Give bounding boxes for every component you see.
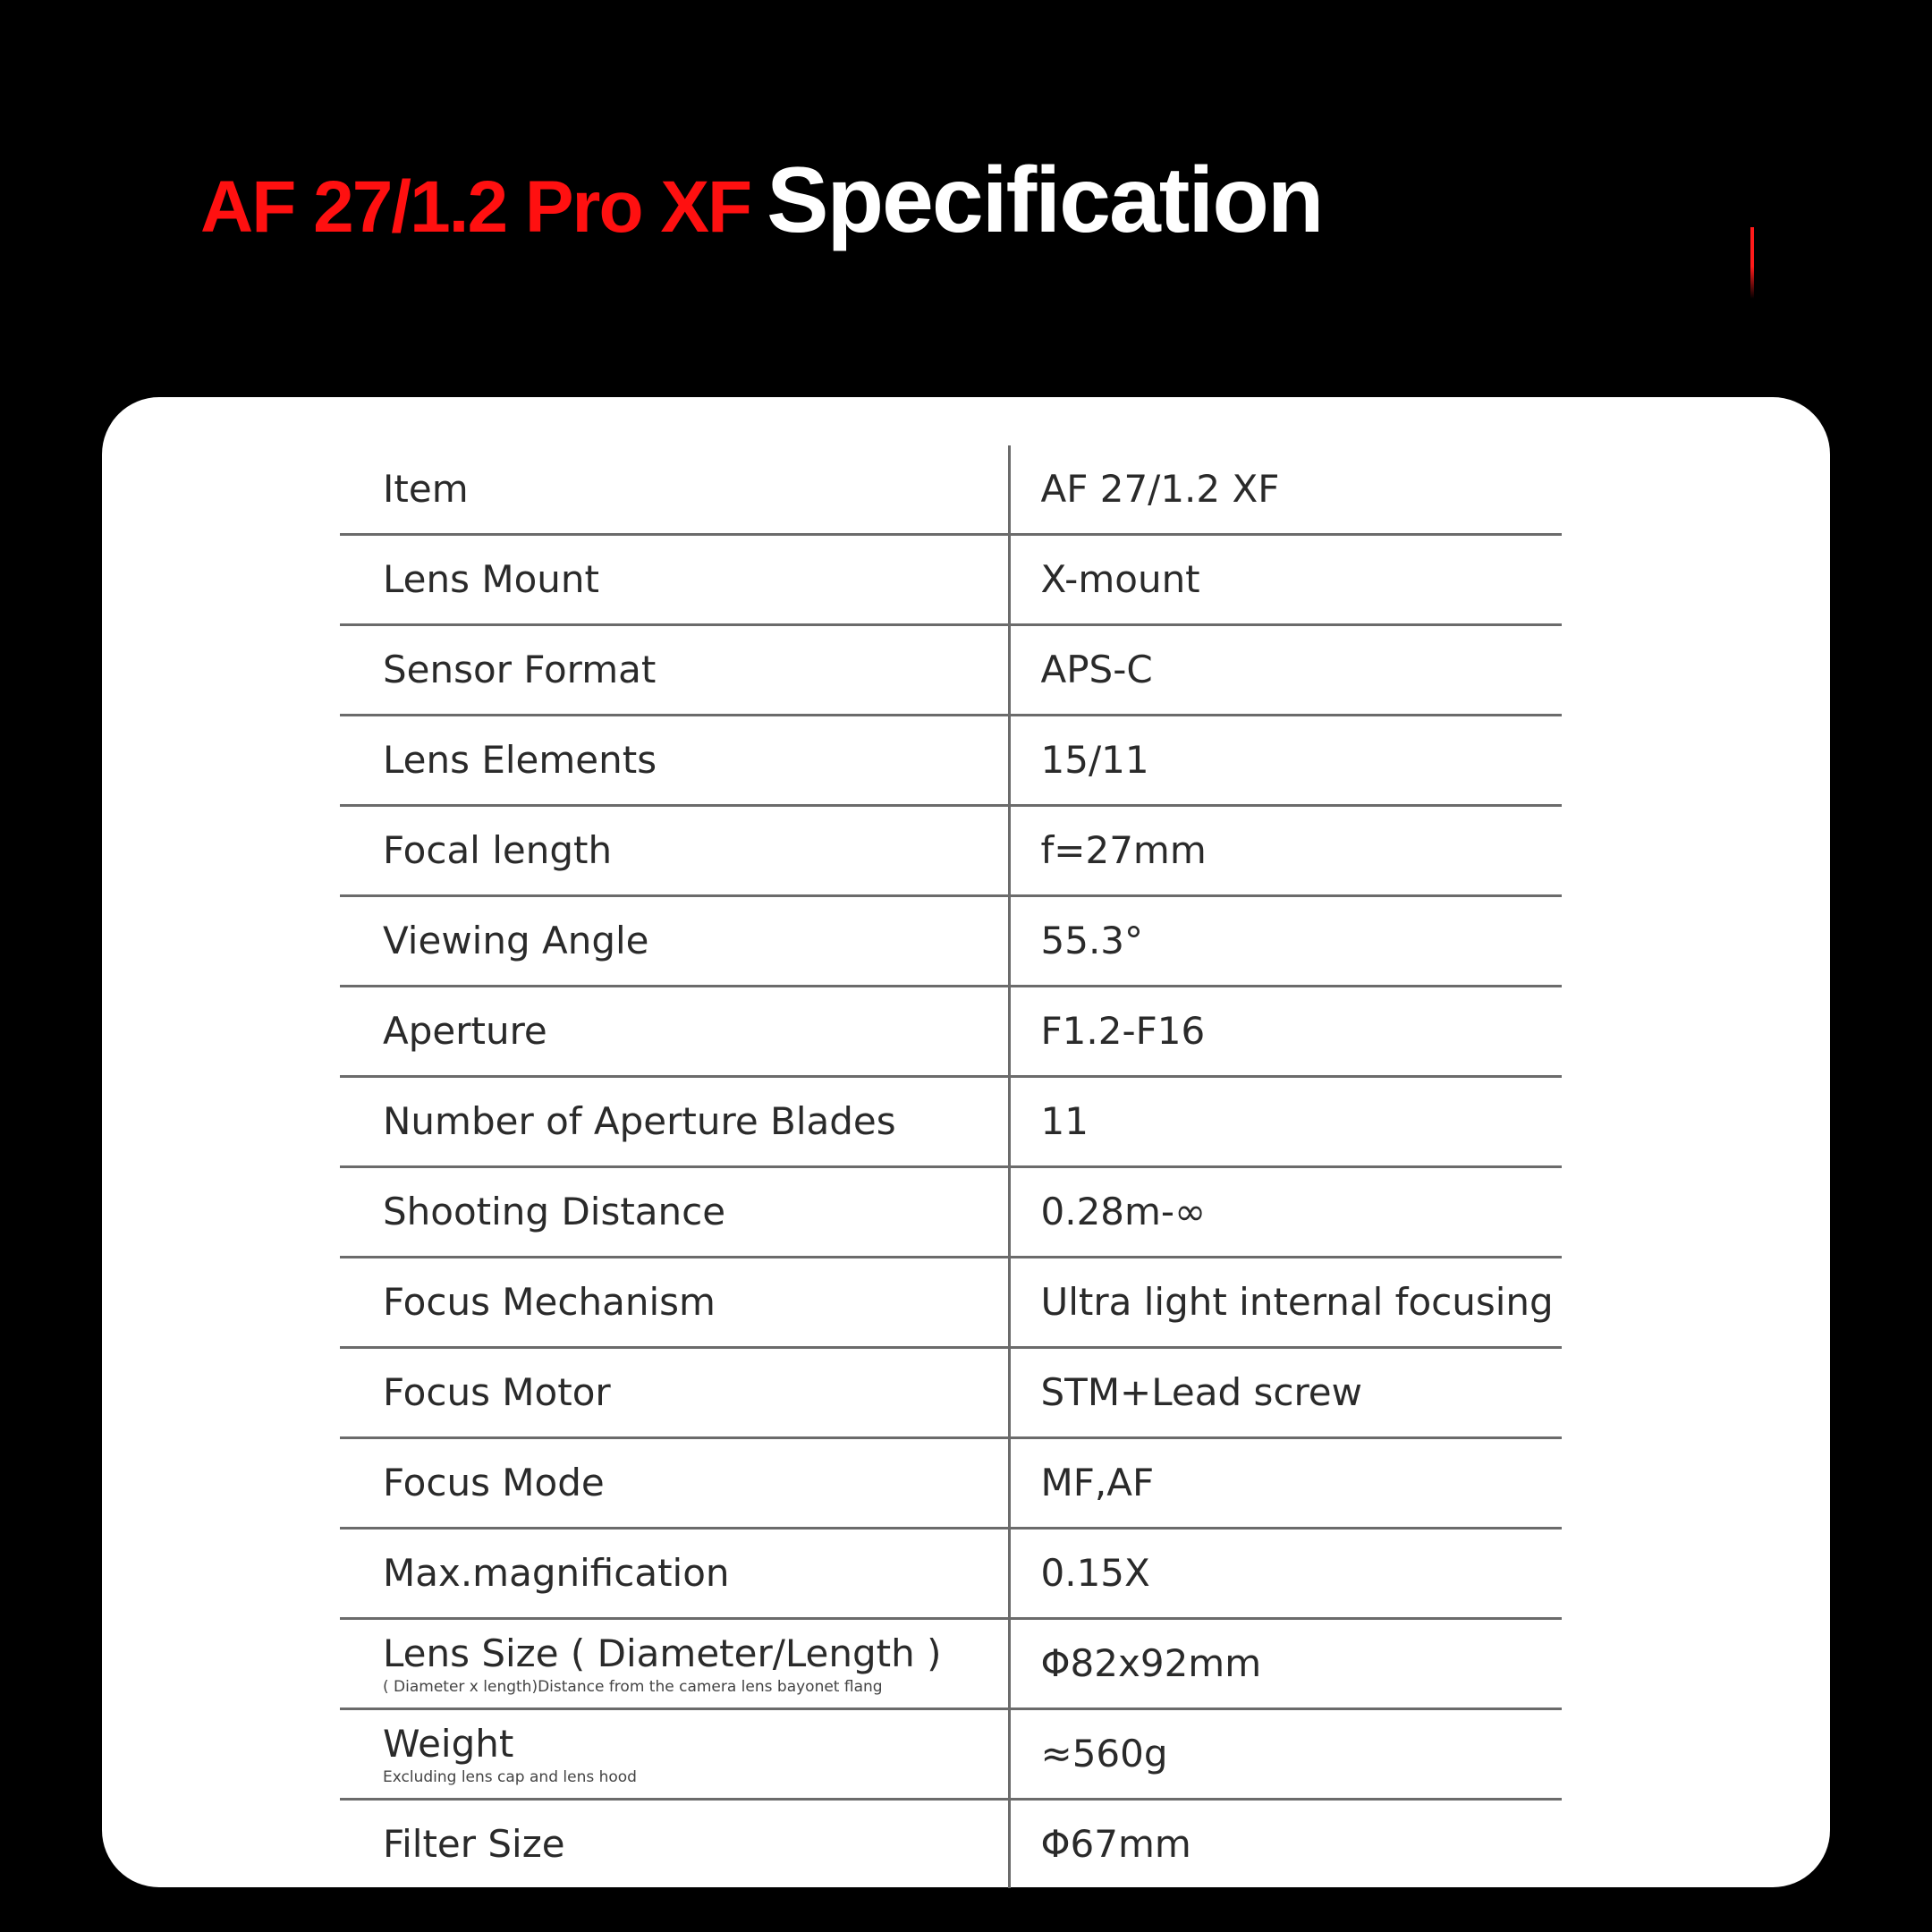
spec-value: Ultra light internal focusing bbox=[1009, 1258, 1562, 1348]
spec-value: 15/11 bbox=[1009, 716, 1562, 806]
spec-label bbox=[340, 1529, 1009, 1619]
spec-value: 0.28m-∞ bbox=[1009, 1167, 1562, 1258]
spec-value: Φ82x92mm bbox=[1009, 1619, 1562, 1709]
spec-label bbox=[340, 716, 1009, 806]
page-title bbox=[200, 148, 1323, 252]
spec-label-text: Max.magnification bbox=[383, 1550, 730, 1595]
spec-label-text: Lens Size ( Diameter/Length ) bbox=[383, 1631, 942, 1675]
spec-label-text: Lens Elements bbox=[383, 737, 657, 782]
accent-bar bbox=[1750, 227, 1754, 299]
spec-label-text: Weight bbox=[383, 1721, 514, 1766]
table-row bbox=[340, 1167, 1562, 1258]
spec-value: 0.15X bbox=[1009, 1529, 1562, 1619]
spec-label-text: Sensor Format bbox=[383, 647, 657, 691]
spec-label-text: Aperture bbox=[383, 1008, 547, 1053]
title-model: AF 27/1.2 Pro XF bbox=[200, 166, 751, 248]
spec-label bbox=[340, 1077, 1009, 1167]
spec-note: ( Diameter x length)Distance from the camera lens bayonet flang bbox=[383, 1677, 883, 1696]
spec-label-text: Number of Aperture Blades bbox=[383, 1098, 896, 1143]
table-row bbox=[340, 1529, 1562, 1619]
spec-label-text: Shooting Distance bbox=[383, 1189, 726, 1233]
table-row bbox=[340, 1438, 1562, 1529]
spec-label-text: Lens Mount bbox=[383, 556, 599, 601]
spec-label bbox=[340, 896, 1009, 987]
spec-label-text: Focus Mechanism bbox=[383, 1279, 716, 1324]
spec-label bbox=[340, 1800, 1009, 1889]
table-row bbox=[340, 1348, 1562, 1438]
table-row bbox=[340, 1800, 1562, 1889]
spec-label bbox=[340, 987, 1009, 1077]
spec-label-text: Viewing Angle bbox=[383, 918, 649, 962]
spec-value: STM+Lead screw bbox=[1009, 1348, 1562, 1438]
table-row bbox=[340, 896, 1562, 987]
table-row bbox=[340, 1077, 1562, 1167]
spec-card bbox=[102, 397, 1830, 1887]
spec-value: 11 bbox=[1009, 1077, 1562, 1167]
table-row bbox=[340, 987, 1562, 1077]
spec-value: MF,AF bbox=[1009, 1438, 1562, 1529]
table-row bbox=[340, 1258, 1562, 1348]
title-word: Specification bbox=[767, 148, 1323, 252]
spec-label bbox=[340, 1348, 1009, 1438]
table-row bbox=[340, 445, 1562, 535]
spec-label bbox=[340, 1709, 1009, 1800]
spec-label bbox=[340, 1438, 1009, 1529]
table-row bbox=[340, 806, 1562, 896]
spec-label bbox=[340, 1167, 1009, 1258]
spec-label bbox=[340, 806, 1009, 896]
spec-label bbox=[340, 1619, 1009, 1709]
spec-label bbox=[340, 1258, 1009, 1348]
spec-label bbox=[340, 535, 1009, 625]
spec-value: 55.3° bbox=[1009, 896, 1562, 987]
spec-label-text: Focus Mode bbox=[383, 1460, 605, 1504]
spec-value: ≈560g bbox=[1009, 1709, 1562, 1800]
spec-table bbox=[340, 445, 1562, 1888]
spec-value: f=27mm bbox=[1009, 806, 1562, 896]
spec-label-text: Item bbox=[383, 466, 469, 511]
table-row bbox=[340, 535, 1562, 625]
table-row bbox=[340, 625, 1562, 716]
spec-value: X-mount bbox=[1009, 535, 1562, 625]
spec-value: Φ67mm bbox=[1040, 1821, 1191, 1866]
spec-label bbox=[340, 625, 1009, 716]
spec-value: F1.2-F16 bbox=[1009, 987, 1562, 1077]
table-row bbox=[340, 716, 1562, 806]
spec-label-text: Focus Motor bbox=[383, 1369, 611, 1414]
table-row bbox=[340, 1619, 1562, 1709]
spec-value: APS-C bbox=[1009, 625, 1562, 716]
spec-label-text: Focal length bbox=[383, 827, 613, 872]
spec-value: AF 27/1.2 XF bbox=[1009, 445, 1562, 535]
spec-label-text: Filter Size bbox=[383, 1821, 565, 1866]
spec-label bbox=[340, 445, 1009, 535]
spec-note: Excluding lens cap and lens hood bbox=[383, 1767, 637, 1786]
table-row bbox=[340, 1709, 1562, 1800]
